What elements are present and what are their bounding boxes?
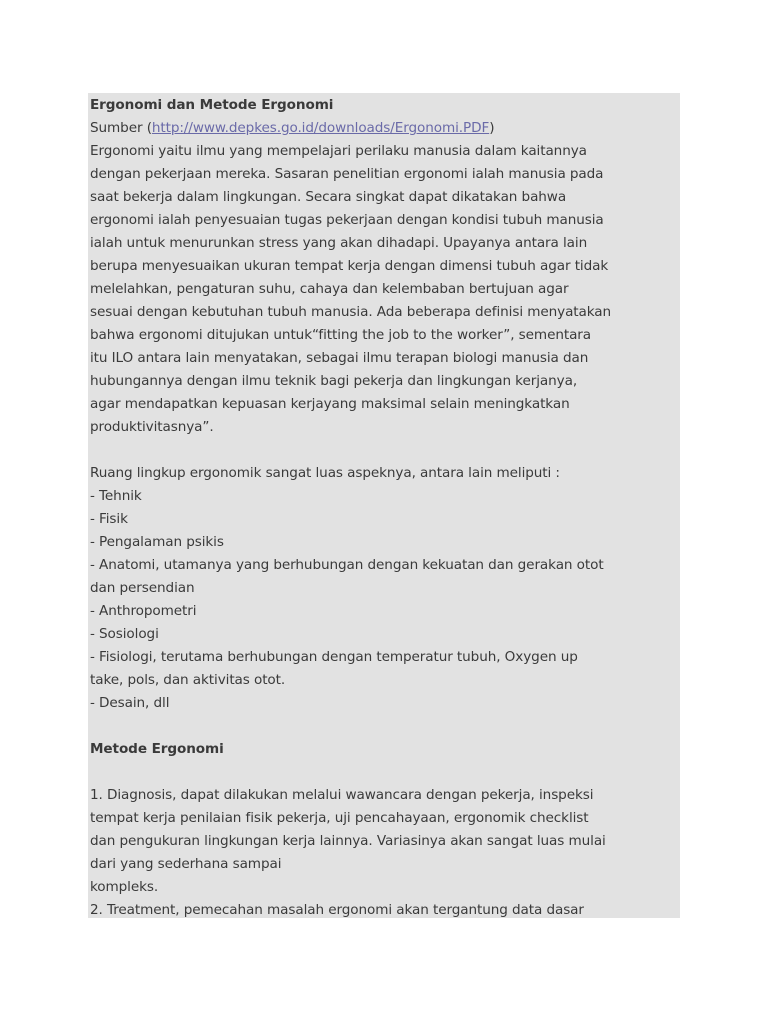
text-line: - Tehnik — [90, 488, 142, 504]
text-line: dengan pekerjaan mereka. Sasaran penelitian ergonomi ialah manusia pada — [90, 166, 604, 182]
text-line: produktivitasnya”. — [90, 419, 214, 435]
source-prefix: Sumber ( — [90, 120, 152, 136]
text-line: Ruang lingkup ergonomik sangat luas aspeknya, antara lain meliputi : — [90, 465, 560, 481]
text-line: - Anatomi, utamanya yang berhubungan dengan kekuatan dan gerakan otot — [90, 557, 604, 573]
text-line: - Sosiologi — [90, 626, 159, 642]
text-line: agar mendapatkan kepuasan kerjayang maksimal selain meningkatkan — [90, 396, 570, 412]
text-line: bahwa ergonomi ditujukan untuk“fitting the job to the worker”, sementara — [90, 327, 592, 343]
text-line: tempat kerja penilaian fisik pekerja, uji pencahayaan, ergonomik checklist — [90, 810, 589, 826]
text-line: sesuai dengan kebutuhan tubuh manusia. Ada beberapa definisi menyatakan — [90, 304, 612, 320]
text-line: - Pengalaman psikis — [90, 534, 224, 550]
text-line: berupa menyesuaikan ukuran tempat kerja dengan dimensi tubuh agar tidak — [90, 258, 609, 274]
source-suffix: ) — [489, 120, 495, 136]
source-line — [90, 117, 494, 140]
text-line: hubungannya dengan ilmu teknik bagi pekerja dan lingkungan kerjanya, — [90, 373, 578, 389]
section-heading: Metode Ergonomi — [90, 741, 224, 757]
text-line: kompleks. — [90, 879, 159, 895]
text-line: - Fisik — [90, 511, 128, 527]
text-line: - Anthropometri — [90, 603, 197, 619]
text-line: - Fisiologi, terutama berhubungan dengan temperatur tubuh, Oxygen up — [90, 649, 578, 665]
text-line: 2. Treatment, pemecahan masalah ergonomi akan tergantung data dasar — [90, 902, 584, 918]
source-link[interactable]: http://www.depkes.go.id/downloads/Ergonomi.PDF — [151, 120, 490, 136]
document-title: Ergonomi dan Metode Ergonomi — [90, 97, 334, 113]
text-line: dan persendian — [90, 580, 195, 596]
text-line: ergonomi ialah penyesuaian tugas pekerjaan dengan kondisi tubuh manusia — [90, 212, 604, 228]
text-line: dan pengukuran lingkungan kerja lainnya. Variasinya akan sangat luas mulai — [90, 833, 606, 849]
text-line: 1. Diagnosis, dapat dilakukan melalui wawancara dengan pekerja, inspeksi — [90, 787, 594, 803]
text-line: take, pols, dan aktivitas otot. — [90, 672, 286, 688]
text-line: itu ILO antara lain menyatakan, sebagai ilmu terapan biologi manusia dan — [90, 350, 589, 366]
text-line: melelahkan, pengaturan suhu, cahaya dan kelembaban bertujuan agar — [90, 281, 569, 297]
text-line: saat bekerja dalam lingkungan. Secara singkat dapat dikatakan bahwa — [90, 189, 567, 205]
text-line: ialah untuk menurunkan stress yang akan dihadapi. Upayanya antara lain — [90, 235, 588, 251]
text-line: - Desain, dll — [90, 695, 170, 711]
text-line: dari yang sederhana sampai — [90, 856, 282, 872]
text-line: Ergonomi yaitu ilmu yang mempelajari perilaku manusia dalam kaitannya — [90, 143, 587, 159]
document-page — [88, 93, 680, 918]
